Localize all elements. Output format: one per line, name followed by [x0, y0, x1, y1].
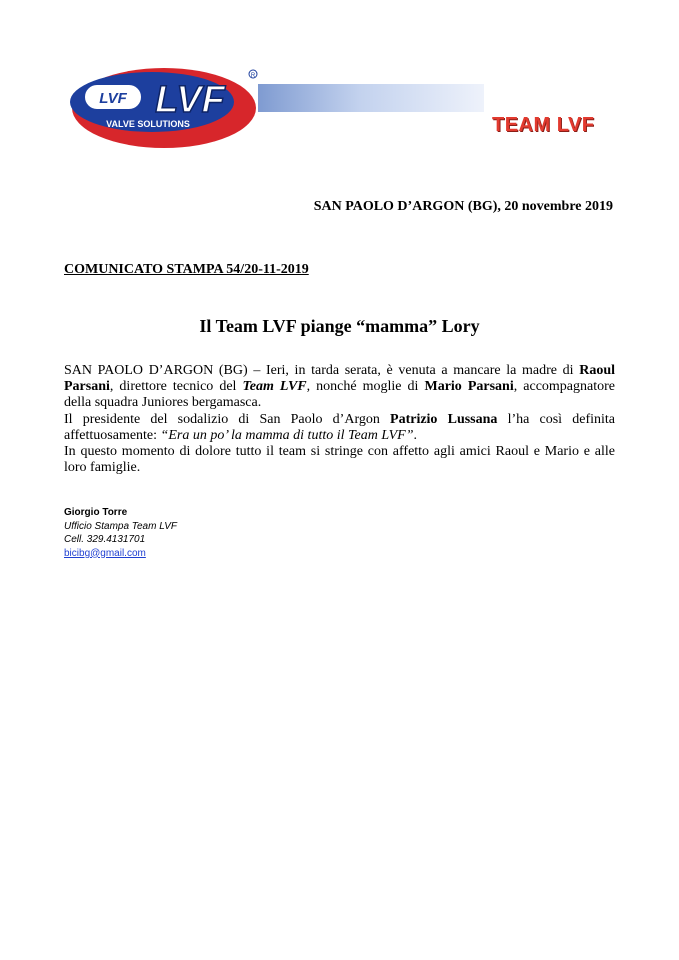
name-mario-parsani: Mario Parsani — [424, 379, 514, 395]
svg-text:LVF: LVF — [99, 90, 127, 107]
signature — [64, 506, 177, 560]
name-raoul-parsani: Raoul Parsani — [64, 363, 615, 395]
signature-name: Giorgio Torre — [64, 507, 128, 518]
signature-office: Ufficio Stampa Team LVF — [64, 520, 178, 532]
name-patrizio-lussana: Patrizio Lussana — [390, 411, 498, 427]
signature-email-link[interactable]: bicibg@gmail.com — [64, 547, 146, 559]
paragraph-2: Il presidente del sodalizio di San Paolo d’Argon Patrizio Lussana l’ha così definita affettuosamente: “Era un po’ la mamma di tutto il Team LVF”. — [64, 411, 615, 443]
press-release-number: COMUNICATO STAMPA 54/20-11-2019 — [64, 262, 309, 277]
logo-tagline: VALVE SOLUTIONS — [106, 119, 190, 129]
svg-text:R: R — [250, 73, 256, 79]
dateline: SAN PAOLO D’ARGON (BG), 20 novembre 2019 — [313, 199, 613, 214]
logo-text: LVF — [155, 79, 225, 121]
lvf-logo — [70, 62, 262, 152]
headline: Il Team LVF piange “mamma” Lory — [199, 316, 480, 336]
team-lvf-label: TEAM LVF — [492, 114, 595, 136]
paragraph-1: SAN PAOLO D’ARGON (BG) – Ieri, in tarda serata, è venuta a mancare la madre di Raoul Parsani, direttore tecnico del Team LVF, nonché moglie di Mario Parsani, accompagnatore della squadra Juniores bergamasca. — [64, 363, 615, 411]
signature-phone: Cell. 329.4131701 — [64, 534, 146, 545]
team-name: Team LVF — [242, 379, 307, 395]
body-text — [64, 363, 615, 476]
quote: “Era un po’ la mamma di tutto il Team LVF” — [160, 427, 414, 443]
paragraph-3: In questo momento di dolore tutto il team si stringe con affetto agli amici Raoul e Mario e alle loro famiglie. — [64, 444, 615, 476]
header-gradient-bar — [258, 84, 484, 112]
